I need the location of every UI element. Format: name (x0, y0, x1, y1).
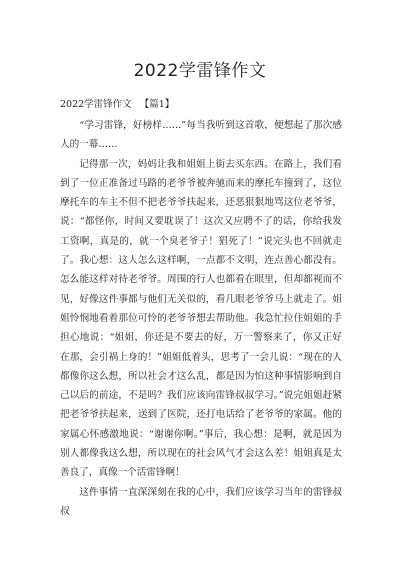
section-heading-text: 2022学雷锋作文 (60, 99, 132, 110)
document-body (60, 116, 342, 521)
section-marker: 【篇1】 (139, 99, 175, 110)
paragraph: “学习雷锋，好榜样……”每当我听到这首歌，便想起了那次感人的一幕…… (60, 120, 342, 151)
paragraph: 记得那一次，妈妈让我和姐姐上街去买东西。在路上，我们看到了一位正准备过马路的老爷爷被奔驰而来的摩托车撞到了，这位摩托车的车主不但不把老爷爷扶起来，还恶狠狠地骂这位老爷爷，说：“都怪你，时间又要耽误了！这次又应聘不了的话，你给我发工资啊，真是的，就一个臭老爷子！猖死了！”说完头也不回就走了。我心想：这人怎么这样啊，一点都不文明，连点善心都没有。怎么能这样对待老爷爷。周围的行人也都看在眼里，但却都视而不见，好像这件事都与他们无关似的，看几眼老爷爷马上就走了。姐姐怜悯地看着那位可怜的老爷爷想去帮助他。我急忙拉住姐姐的手担心地说：“姐姐，你还是不要去的好，万一警察来了，你又正好在那，会引祸上身的！”姐姐低着头，思考了一会儿说：“现在的人都像你这么想，所以社会才这么乱，都是因为怕这种事情影响到自己以后的前途，不是吗？我们应该向雷锋叔叔学习。”说完姐姐赶紧把老爷爷扶起来，送到了医院，还打电话给了老爷爷的家属。他的家属心怀感激地说：“谢谢你啊。”事后，我心想：是啊，就是因为别人都像我这么想，所以现在的社会风气才会这么差！姐姐真是太善良了，真像一个活雷锋啊！ (60, 158, 342, 479)
document-title: 2022学雷锋作文 (133, 61, 267, 81)
section-heading (60, 96, 174, 110)
paragraph: 这件事情一直深深刻在我的心中，我们应该学习当年的雷锋叔叔 (60, 486, 342, 517)
